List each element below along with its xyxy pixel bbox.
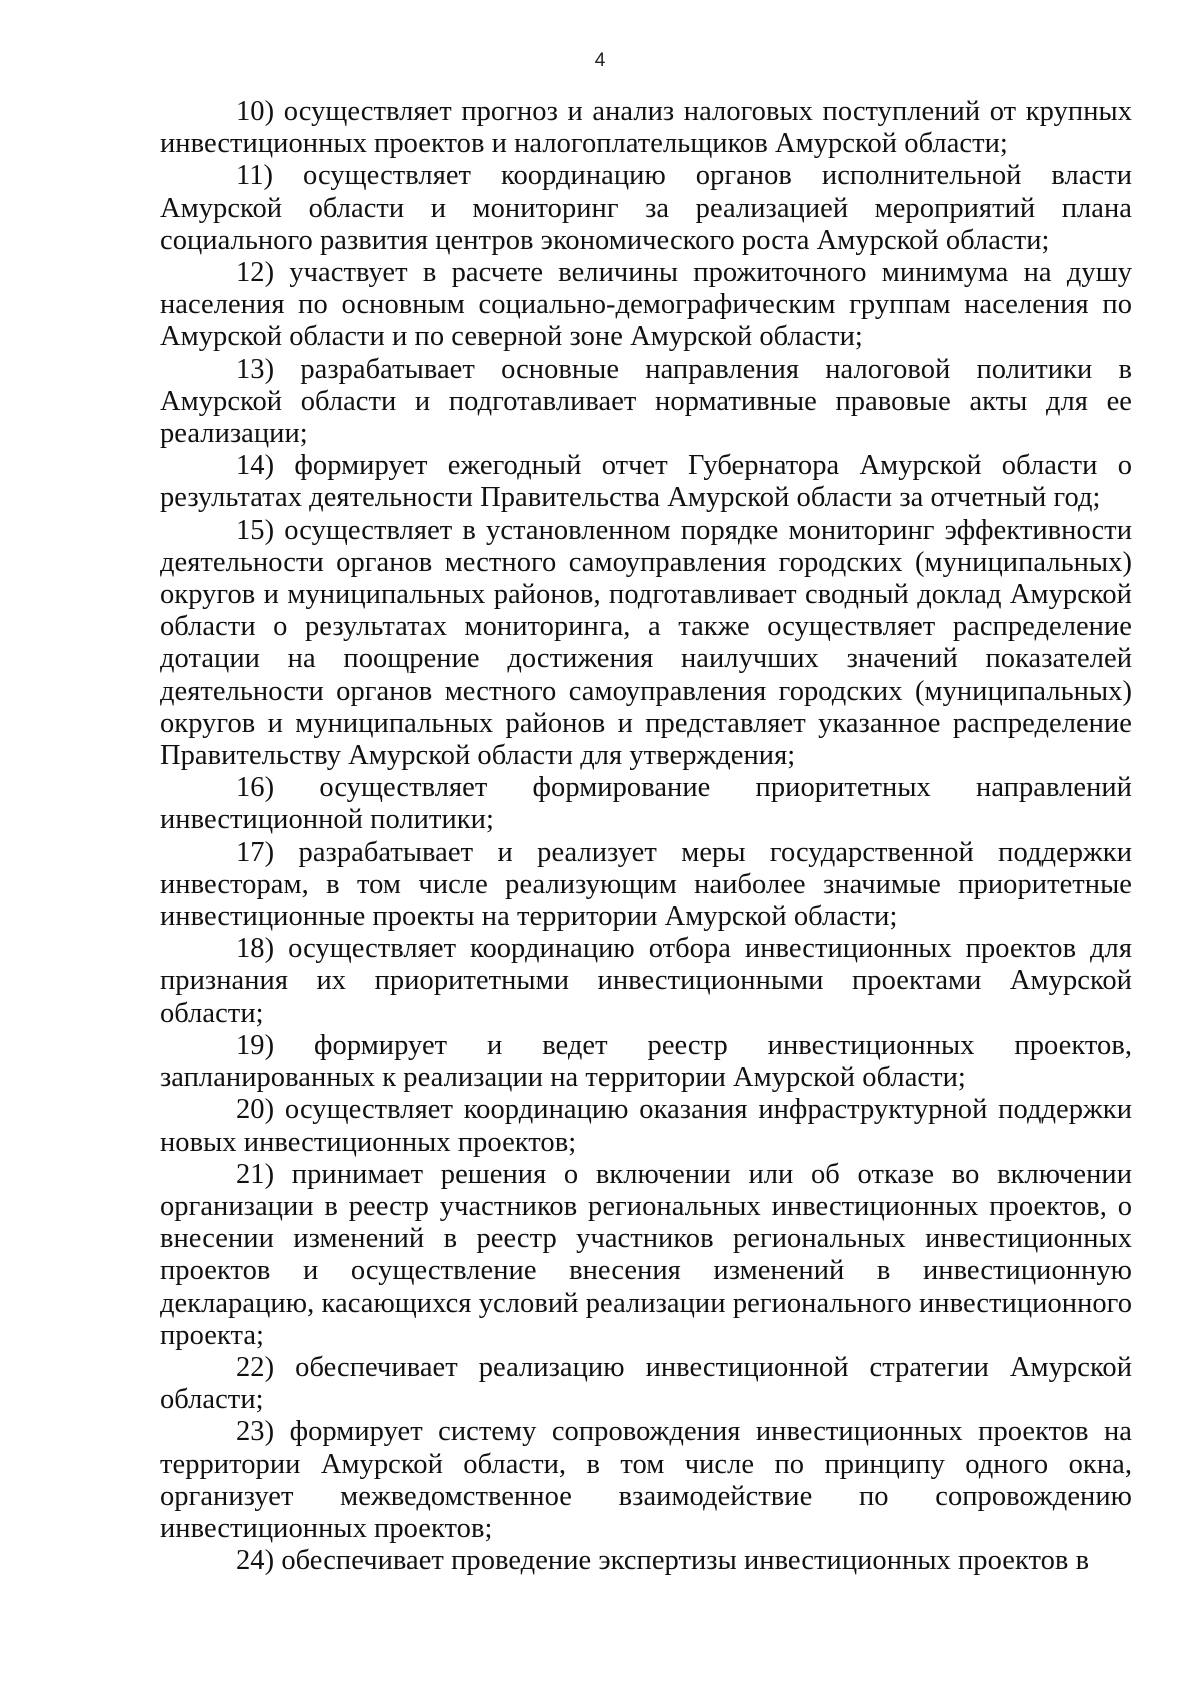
list-item: 10) осуществляет прогноз и анализ налоговых поступлений от крупных инвестиционных проектов и налогоплательщиков Амурской области; [160,96,1132,160]
list-item: 22) обеспечивает реализацию инвестиционной стратегии Амурской области; [160,1351,1132,1416]
list-item: 17) разрабатывает и реализует меры государственной поддержки инвесторам, в том числе реализующим наиболее значимые приоритетные инвестиционные проекты на территории Амурской области; [160,836,1132,933]
list-item: 19) формирует и ведет реестр инвестиционных проектов, запланированных к реализации на территории Амурской области; [160,1029,1132,1094]
list-item: 15) осуществляет в установленном порядке мониторинг эффективности деятельности органов местного самоуправления городских (муниципальных) округов и муниципальных районов, подготавливает сводный доклад Амурской области о результатах мониторинга, а также осуществляет распределение дотации на поощрение достижения наилучших значений показателей деятельности органов местного самоуправления городских (муниципальных) округов и муниципальных районов и представляет указанное распределение Правительству Амурской области для утверждения; [160,514,1132,772]
list-item: 14) формирует ежегодный отчет Губернатора Амурской области о результатах деятельности Правительства Амурской области за отчетный год; [160,450,1132,514]
list-item: 11) осуществляет координацию органов исполнительной власти Амурской области и мониторинг за реализацией мероприятий плана социального развития центров экономического роста Амурской области; [160,160,1132,256]
page-number: 4 [594,50,606,71]
list-item: 21) принимает решения о включении или об отказе во включении организации в реестр участников региональных инвестиционных проектов, о внесении изменений в реестр участников региональных инвестиционных проектов и осуществление внесения изменений в инвестиционную декларацию, касающихся условий реализации регионального инвестиционного проекта; [160,1158,1132,1351]
list-item: 18) осуществляет координацию отбора инвестиционных проектов для признания их приоритетными инвестиционными проектами Амурской области; [160,933,1132,1029]
list-item: 16) осуществляет формирование приоритетных направлений инвестиционной политики; [160,772,1132,836]
list-item: 13) разрабатывает основные направления налоговой политики в Амурской области и подготавливает нормативные правовые акты для ее реализации; [160,353,1132,450]
list-item: 24) обеспечивает проведение экспертизы инвестиционных проектов в [236,1545,1090,1577]
list-item: 20) осуществляет координацию оказания инфраструктурной поддержки новых инвестиционных проектов; [160,1094,1132,1158]
list-item: 12) участвует в расчете величины прожиточного минимума на душу населения по основным социально-демографическим группам населения по Амурской области и по северной зоне Амурской области; [160,257,1132,353]
document-body [160,96,1132,1577]
list-item: 23) формирует систему сопровождения инвестиционных проектов на территории Амурской области, в том числе по принципу одного окна, организует межведомственное взаимодействие по сопровождению инвестиционных проектов; [160,1416,1132,1544]
